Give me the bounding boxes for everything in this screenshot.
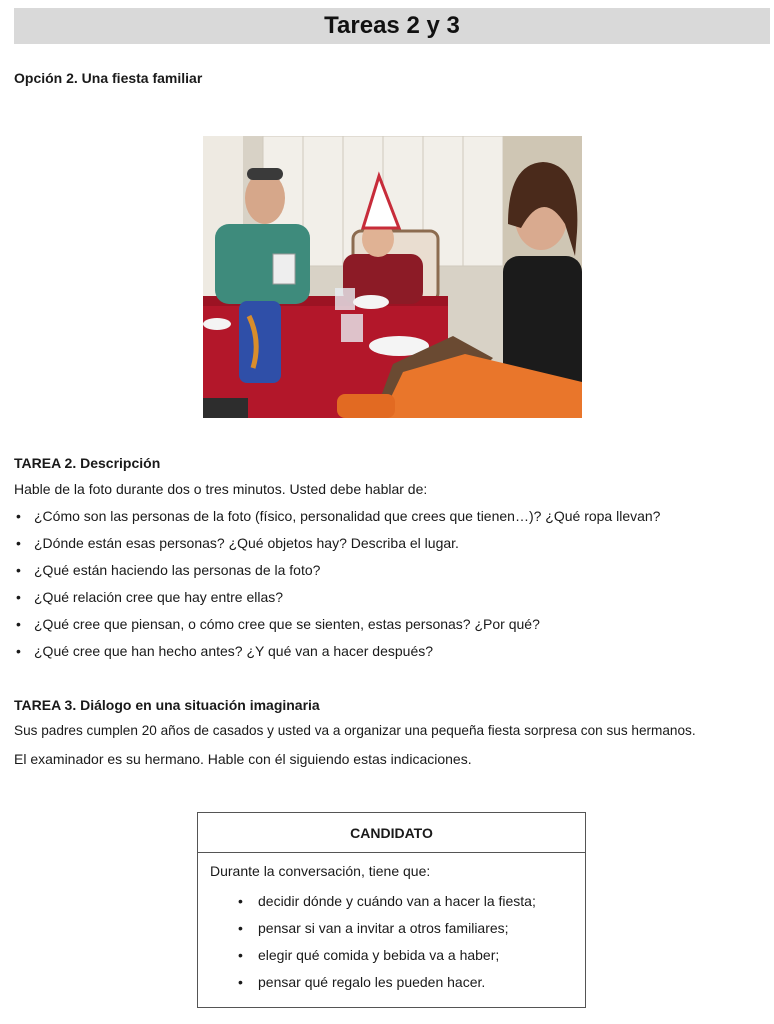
option-title: Opción 2. Una fiesta familiar <box>14 70 203 86</box>
list-item: • ¿Qué están haciendo las personas de la foto? <box>14 561 660 588</box>
list-item: • pensar qué regalo les pueden hacer. <box>236 973 536 1000</box>
candidate-intro: Durante la conversación, tiene que: <box>210 863 431 879</box>
list-item: • elegir qué comida y bebida va a haber; <box>236 946 536 973</box>
list-item: • ¿Dónde están esas personas? ¿Qué objetos hay? Describa el lugar. <box>14 534 660 561</box>
family-party-photo <box>203 136 582 418</box>
tarea3-instruction: El examinador es su hermano. Hable con él siguiendo estas indicaciones. <box>14 751 472 767</box>
list-item: • ¿Cómo son las personas de la foto (físico, personalidad que crees que tienen…)? ¿Qué ropa llevan? <box>14 507 660 534</box>
list-item: • ¿Qué cree que piensan, o cómo cree que se sienten, estas personas? ¿Por qué? <box>14 615 660 642</box>
title-bar <box>14 8 770 44</box>
list-item: • ¿Qué relación cree que hay entre ellas? <box>14 588 660 615</box>
photo-illustration <box>203 136 582 418</box>
list-item: • decidir dónde y cuándo van a hacer la fiesta; <box>236 892 536 919</box>
candidate-header: CANDIDATO <box>198 813 585 853</box>
tarea3-situation: Sus padres cumplen 20 años de casados y usted va a organizar una pequeña fiesta sorpresa con sus hermanos. <box>14 723 696 738</box>
tarea2-question-list <box>14 507 660 669</box>
tarea2-intro: Hable de la foto durante dos o tres minutos. Usted debe hablar de: <box>14 481 428 497</box>
candidate-box <box>197 812 586 1008</box>
tarea2-heading: TAREA 2. Descripción <box>14 455 161 471</box>
list-item: • ¿Qué cree que han hecho antes? ¿Y qué van a hacer después? <box>14 642 660 669</box>
candidate-task-list <box>236 892 536 1000</box>
page-title: Tareas 2 y 3 <box>324 12 460 39</box>
tarea3-heading: TAREA 3. Diálogo en una situación imaginaria <box>14 697 320 713</box>
list-item: • pensar si van a invitar a otros familiares; <box>236 919 536 946</box>
